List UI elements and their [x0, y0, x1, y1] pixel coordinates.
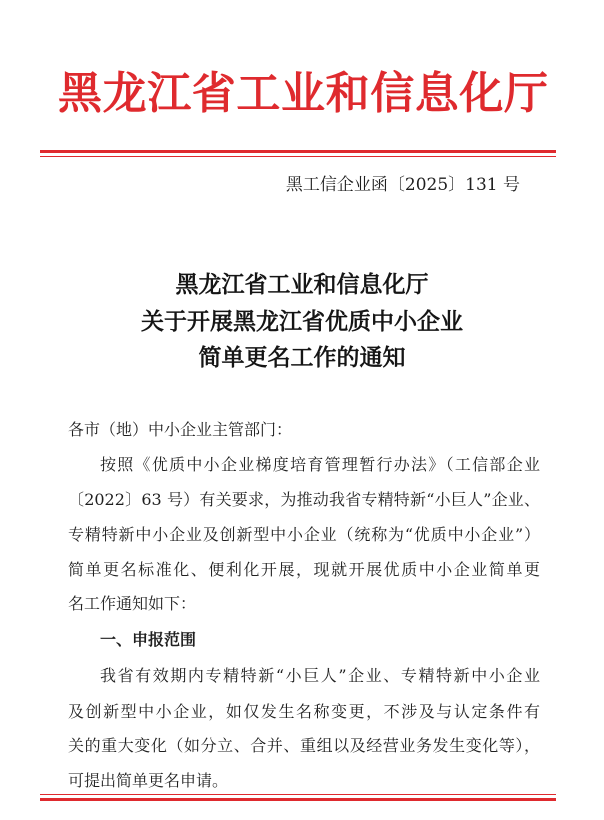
letterhead-org-name: 黑龙江省工业和信息化厅 — [58, 68, 548, 119]
title-line-1: 黑龙江省工业和信息化厅 — [175, 271, 429, 298]
salutation: 各市（地）中小企业主管部门： — [68, 420, 293, 439]
document-number: 黑工信企业函〔2025〕131 号 — [285, 175, 520, 195]
footer-rule-thin — [40, 794, 556, 795]
letterhead-rule-thick — [40, 150, 556, 153]
title-line-3: 简单更名工作的通知 — [198, 344, 406, 371]
section1-line-4: 可提出简单更名申请。 — [68, 771, 229, 790]
section1-line-1: 我省有效期内专精特新“小巨人”企业、专精特新中小企业 — [100, 666, 540, 685]
footer-rule-thick — [40, 798, 556, 801]
section1-line-3: 关的重大变化（如分立、合并、重组以及经营业务发生变化等）， — [68, 736, 540, 755]
section1-line-2: 及创新型中小企业，如仅发生名称变更，不涉及与认定条件有 — [68, 702, 540, 721]
paragraph1-line-3: 专精特新中小企业及创新型中小企业（统称为“优质中小企业”） — [68, 525, 540, 544]
paragraph1-line-4: 简单更名标准化、便利化开展，现就开展优质中小企业简单更 — [68, 560, 540, 579]
paragraph1-line-2: 〔2022〕63 号）有关要求，为推动我省专精特新“小巨人”企业、 — [68, 490, 540, 509]
paragraph1-line-1: 按照《优质中小企业梯度培育管理暂行办法》（工信部企业 — [100, 455, 540, 474]
paragraph1-line-5: 名工作通知如下： — [68, 594, 197, 613]
section1-heading: 一、申报范围 — [100, 630, 197, 649]
title-line-2: 关于开展黑龙江省优质中小企业 — [141, 308, 463, 335]
letterhead-rule-thin — [40, 156, 556, 157]
